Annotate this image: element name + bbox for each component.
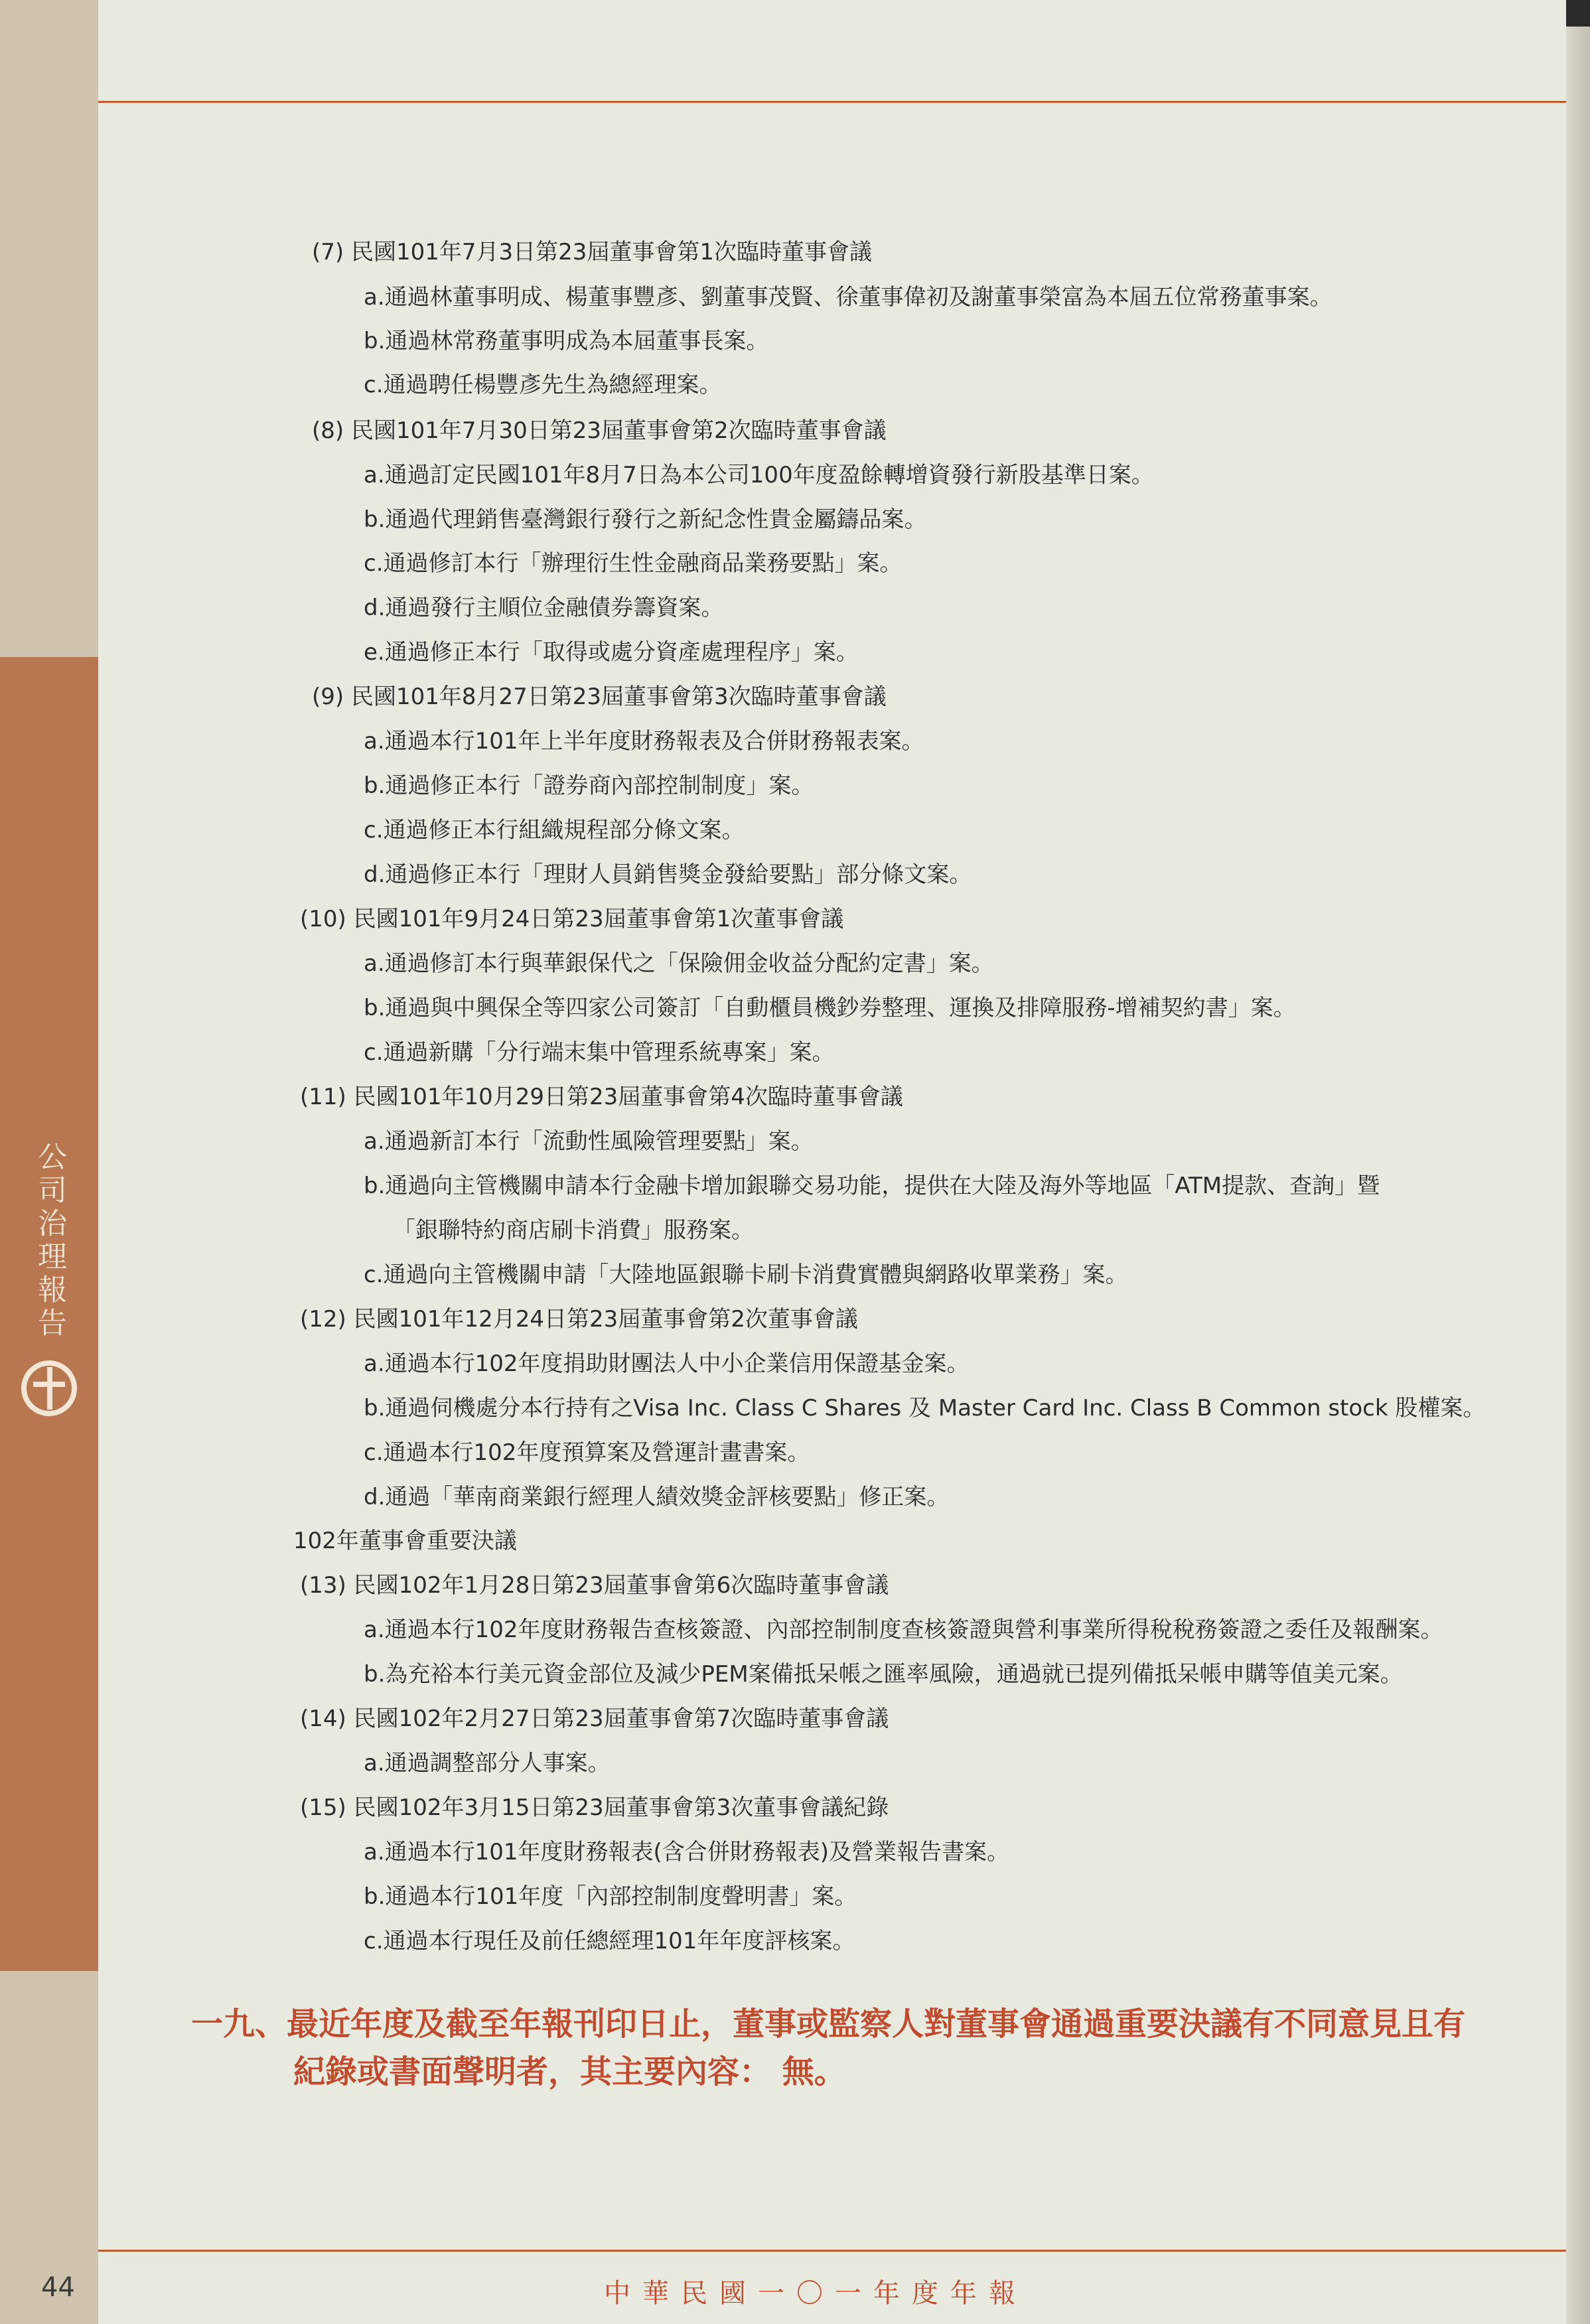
- resolution-item: c.通過聘任楊豐彥先生為總經理案。: [364, 372, 722, 398]
- resolution-item: b.通過與中興保全等四家公司簽訂「自動櫃員機鈔券整理、運換及排障服務-增補契約書」案。: [364, 995, 1296, 1021]
- meeting-heading: (14) 民國102年2月27日第23屆董事會第7次臨時董事會議: [300, 1706, 889, 1732]
- meeting-heading: (9) 民國101年8月27日第23屆董事會第3次臨時董事會議: [312, 684, 887, 710]
- resolution-item-continued: 「銀聯特約商店刷卡消費」服務案。: [393, 1217, 754, 1244]
- meeting-heading: (11) 民國101年10月29日第23屆董事會第4次臨時董事會議: [300, 1084, 903, 1110]
- meeting-heading: (12) 民國101年12月24日第23屆董事會第2次董事會議: [300, 1306, 858, 1333]
- resolution-item: c.通過新購「分行端末集中管理系統專案」案。: [364, 1039, 835, 1066]
- resolution-item: a.通過調整部分人事案。: [364, 1750, 611, 1777]
- resolution-item: a.通過林董事明成、楊董事豐彥、劉董事茂賢、徐董事偉初及謝董事榮富為本屆五位常務董事案。: [364, 284, 1333, 311]
- page-edge-corner: [1566, 0, 1590, 27]
- resolution-item: b.為充裕本行美元資金部位及減少PEM案備抵呆帳之匯率風險，通過就已提列備抵呆帳申購等值美元案。: [364, 1661, 1403, 1688]
- resolution-item: c.通過本行102年度預算案及營運計畫書案。: [364, 1439, 810, 1466]
- resolution-item: b.通過林常務董事明成為本屆董事長案。: [364, 328, 769, 354]
- resolution-item: b.通過伺機處分本行持有之Visa Inc. Class C Shares 及 Master Card Inc. Class B Common stock 股權案。: [364, 1395, 1486, 1421]
- resolution-item: a.通過訂定民國101年8月7日為本公司100年度盈餘轉增資發行新股基準日案。: [364, 462, 1154, 488]
- resolution-item: c.通過本行現任及前任總經理101年年度評核案。: [364, 1928, 855, 1954]
- resolution-item: a.通過本行101年度財務報表(含合併財務報表)及營業報告書案。: [364, 1839, 1010, 1865]
- bank-logo-icon: [21, 1360, 77, 1416]
- footer-title: 中華民國一〇一年度年報: [604, 2278, 1027, 2309]
- section-heading-19: 一九、最近年度及截至年報刊印日止，董事或監察人對董事會通過重要決議有不同意見且有: [191, 2005, 1466, 2043]
- resolution-item: d.通過修正本行「理財人員銷售獎金發給要點」部分條文案。: [364, 861, 972, 888]
- resolution-item: a.通過新訂本行「流動性風險管理要點」案。: [364, 1128, 814, 1155]
- resolution-item: b.通過向主管機關申請本行金融卡增加銀聯交易功能，提供在大陸及海外等地區「ATM提款、查詢」暨: [364, 1173, 1380, 1199]
- resolution-item: c.通過修訂本行「辦理衍生性金融商品業務要點」案。: [364, 550, 903, 577]
- resolution-item: b.通過修正本行「證券商內部控制制度」案。: [364, 772, 814, 799]
- meeting-heading: (15) 民國102年3月15日第23屆董事會第3次董事會議紀錄: [300, 1794, 889, 1821]
- meeting-heading: (8) 民國101年7月30日第23屆董事會第2次臨時董事會議: [312, 417, 887, 444]
- meeting-heading: (10) 民國101年9月24日第23屆董事會第1次董事會議: [300, 906, 844, 932]
- page-edge: [1566, 0, 1590, 2324]
- meeting-heading: (13) 民國102年1月28日第23屆董事會第6次臨時董事會議: [300, 1572, 889, 1599]
- resolution-item: a.通過修訂本行與華銀保代之「保險佣金收益分配約定書」案。: [364, 950, 994, 977]
- chapter-label: 公司治理報告: [33, 1141, 66, 1341]
- meeting-heading: (7) 民國101年7月3日第23屆董事會第1次臨時董事會議: [312, 239, 873, 265]
- resolution-item: a.通過本行102年度財務報告查核簽證、內部控制制度查核簽證與營利事業所得稅稅務簽證之委任及報酬案。: [364, 1617, 1443, 1643]
- resolution-item: c.通過向主管機關申請「大陸地區銀聯卡刷卡消費實體與網路收單業務」案。: [364, 1262, 1128, 1288]
- resolution-item: e.通過修正本行「取得或處分資產處理程序」案。: [364, 639, 859, 666]
- year-section-heading: 102年董事會重要決議: [293, 1528, 517, 1554]
- footer-rule: [98, 2250, 1566, 2252]
- resolution-item: d.通過「華南商業銀行經理人績效獎金評核要點」修正案。: [364, 1484, 950, 1510]
- header-rule: [98, 101, 1566, 103]
- page-number: 44: [41, 2272, 75, 2303]
- resolution-item: d.通過發行主順位金融債券籌資案。: [364, 595, 724, 621]
- resolution-item: b.通過代理銷售臺灣銀行發行之新紀念性貴金屬鑄品案。: [364, 506, 927, 533]
- resolution-item: a.通過本行101年上半年度財務報表及合併財務報表案。: [364, 728, 924, 755]
- resolution-item: c.通過修正本行組織規程部分條文案。: [364, 817, 745, 843]
- resolution-item: a.通過本行102年度捐助財團法人中小企業信用保證基金案。: [364, 1350, 970, 1377]
- resolution-item: b.通過本行101年度「內部控制制度聲明書」案。: [364, 1883, 857, 1910]
- section-heading-19-continued: 紀錄或書面聲明者，其主要內容： 無。: [293, 2053, 846, 2090]
